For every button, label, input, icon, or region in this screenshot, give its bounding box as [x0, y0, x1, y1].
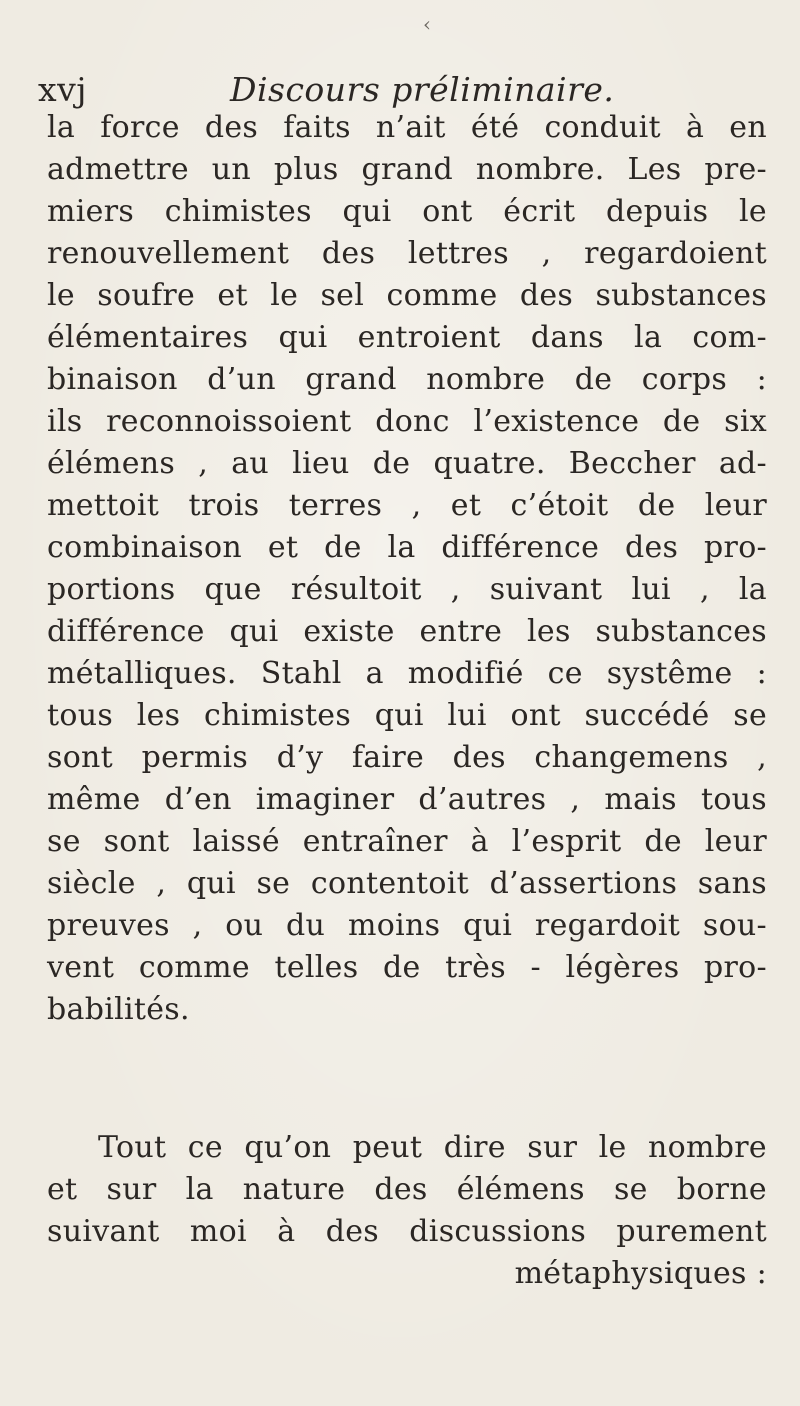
- text-line: babilités.: [47, 992, 190, 1027]
- text-line: Tout ce qu’on peut dire sur le nombre: [98, 1130, 767, 1165]
- text-line: portions que résultoit , suivant lui , la: [47, 572, 767, 607]
- text-line: preuves , ou du moins qui regardoit sou-: [47, 908, 767, 943]
- text-line: même d’en imaginer d’autres , mais tous: [47, 782, 767, 817]
- text-line: la force des faits n’ait été conduit à en: [47, 110, 767, 145]
- page-number: xvj: [38, 70, 87, 109]
- text-line: renouvellement des lettres , regardoient: [47, 236, 767, 271]
- text-line: ils reconnoissoient donc l’existence de six: [47, 404, 767, 439]
- print-mark: ‹: [423, 12, 431, 36]
- text-line: métaphysiques :: [514, 1256, 767, 1291]
- text-line: tous les chimistes qui lui ont succédé se: [47, 698, 767, 733]
- text-line: suivant moi à des discussions purement: [47, 1214, 767, 1249]
- running-title: Discours préliminaire.: [230, 70, 615, 109]
- text-line: miers chimistes qui ont écrit depuis le: [47, 194, 767, 229]
- text-line: siècle , qui se contentoit d’assertions sans: [47, 866, 767, 901]
- text-line: vent comme telles de très - légères pro-: [47, 950, 767, 985]
- text-line: élémens , au lieu de quatre. Beccher ad-: [47, 446, 767, 481]
- text-line: admettre un plus grand nombre. Les pre-: [47, 152, 767, 187]
- text-line: métalliques. Stahl a modifié ce systême :: [47, 656, 767, 691]
- text-line: et sur la nature des élémens se borne: [47, 1172, 767, 1207]
- text-line: élémentaires qui entroient dans la com-: [47, 320, 767, 355]
- text-line: combinaison et de la différence des pro-: [47, 530, 767, 565]
- text-line: mettoit trois terres , et c’étoit de leur: [47, 488, 767, 523]
- text-line: se sont laissé entraîner à l’esprit de leur: [47, 824, 767, 859]
- text-line: différence qui existe entre les substances: [47, 614, 767, 649]
- page-header: [38, 66, 758, 114]
- text-line: le soufre et le sel comme des substances: [47, 278, 767, 313]
- text-line: sont permis d’y faire des changemens ,: [47, 740, 767, 775]
- text-line: binaison d’un grand nombre de corps :: [47, 362, 767, 397]
